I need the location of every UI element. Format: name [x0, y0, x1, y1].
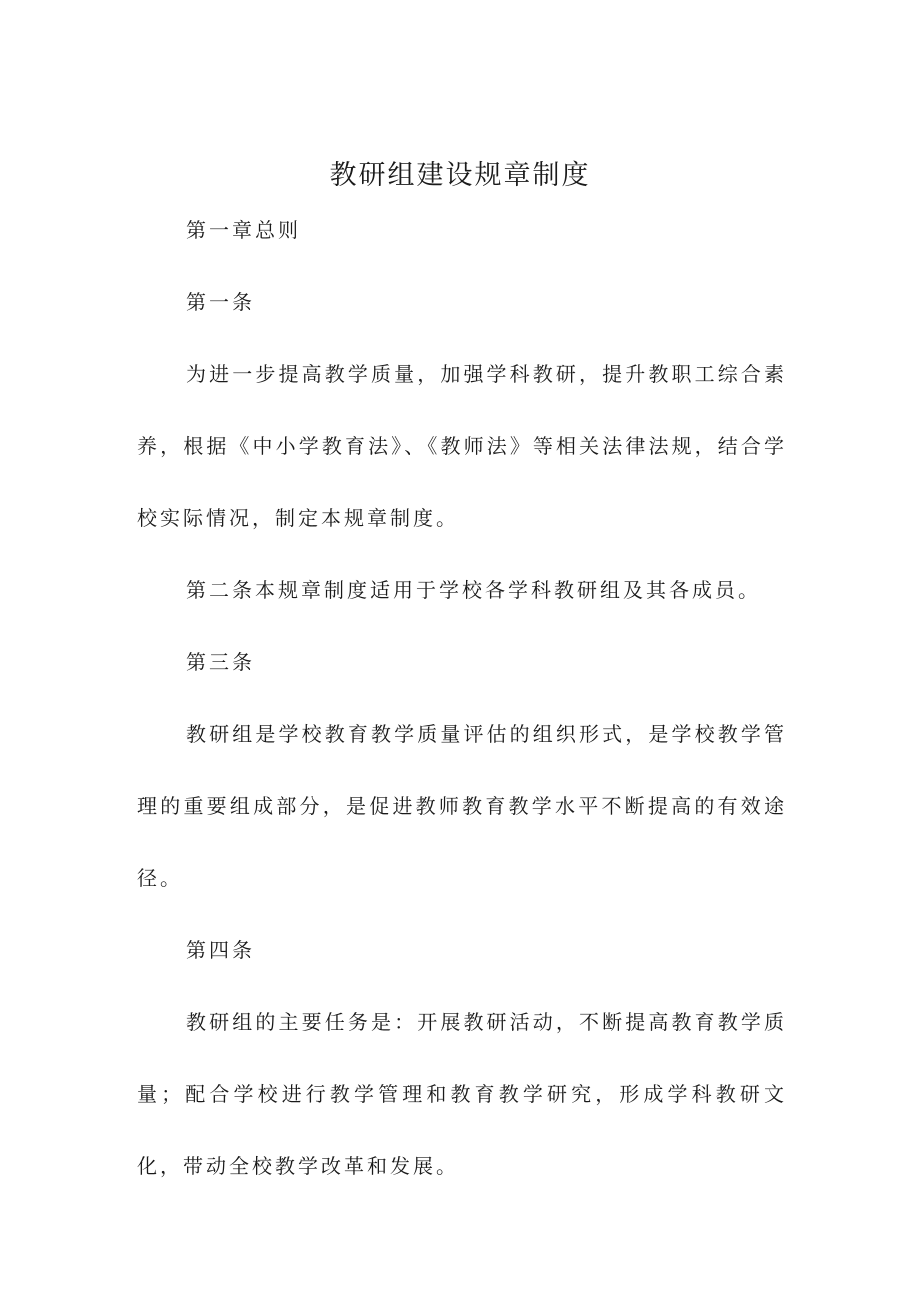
document-title: 教研组建设规章制度 — [329, 160, 591, 192]
article-paragraph: 第二条本规章制度适用于学校各学科教研组及其各成员。 — [186, 578, 761, 602]
article-heading: 第三条 — [186, 650, 255, 674]
chapter-heading: 第一章总则 — [186, 218, 301, 242]
article-heading: 第一条 — [186, 290, 255, 314]
article-paragraph: 教研组是学校教育教学质量评估的组织形式，是学校教学管理的重要组成部分，是促进教师教育教学水平不断提高的有效途径。 — [137, 722, 787, 890]
article-heading: 第四条 — [186, 938, 255, 962]
article-paragraph: 教研组的主要任务是：开展教研活动，不断提高教育教学质量；配合学校进行教学管理和教育教学研究，形成学科教研文化，带动全校教学改革和发展。 — [137, 1010, 787, 1178]
article-paragraph: 为进一步提高教学质量，加强学科教研，提升教职工综合素养，根据《中小学教育法》、《教师法》等相关法律法规，结合学校实际情况，制定本规章制度。 — [137, 362, 787, 530]
document-body — [137, 212, 787, 1220]
